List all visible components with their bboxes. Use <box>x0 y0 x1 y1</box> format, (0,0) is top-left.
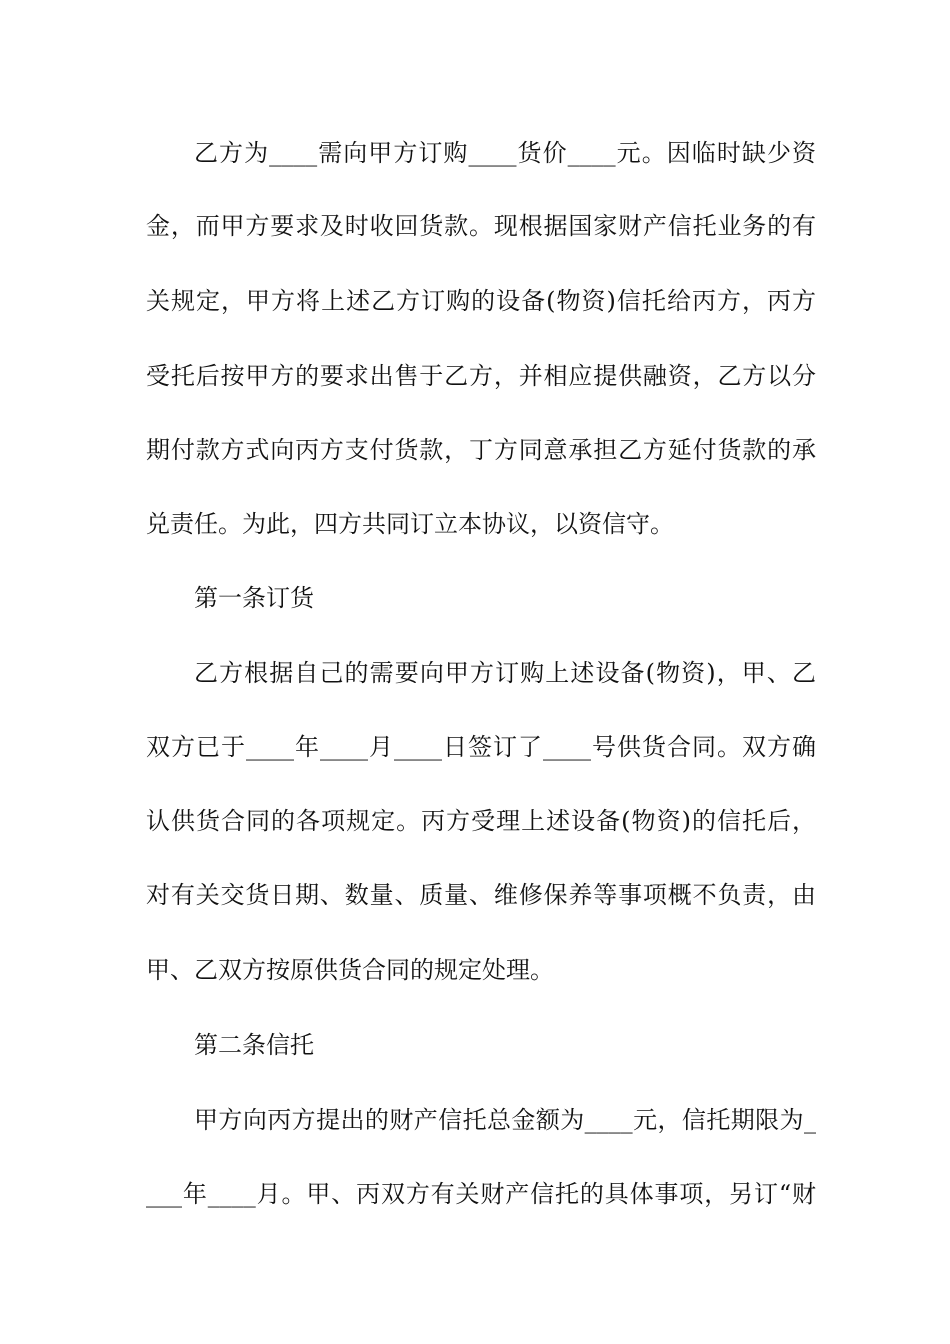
paragraph-line: 期付款方式向丙方支付货款，丁方同意承担乙方延付货款的承 <box>146 436 816 464</box>
section-heading: 第一条订货 <box>194 584 314 612</box>
paragraph-line: 关规定，甲方将上述乙方订购的设备(物资)信托给丙方，丙方 <box>146 287 816 315</box>
paragraph-line: 认供货合同的各项规定。丙方受理上述设备(物资)的信托后， <box>146 807 816 835</box>
paragraph-line: 甲方向丙方提出的财产信托总金额为____元，信托期限为_ <box>194 1106 816 1134</box>
paragraph-line: 金，而甲方要求及时收回货款。现根据国家财产信托业务的有 <box>146 212 816 240</box>
paragraph-line: 受托后按甲方的要求出售于乙方，并相应提供融资，乙方以分 <box>146 362 816 390</box>
paragraph-line: 双方已于____年____月____日签订了____号供货合同。双方确 <box>146 733 816 761</box>
paragraph-line: 兑责任。为此，四方共同订立本协议，以资信守。 <box>146 510 674 538</box>
paragraph-line: 对有关交货日期、数量、质量、维修保养等事项概不负责，由 <box>146 881 816 909</box>
section-heading: 第二条信托 <box>194 1031 314 1059</box>
paragraph-line: 乙方根据自己的需要向甲方订购上述设备(物资)，甲、乙 <box>194 659 816 687</box>
paragraph-line: ___年____月。甲、丙双方有关财产信托的具体事项，另订“财 <box>146 1180 816 1208</box>
paragraph-line: 甲、乙双方按原供货合同的规定处理。 <box>146 956 554 984</box>
paragraph-line: 乙方为____需向甲方订购____货价____元。因临时缺少资 <box>194 139 816 167</box>
